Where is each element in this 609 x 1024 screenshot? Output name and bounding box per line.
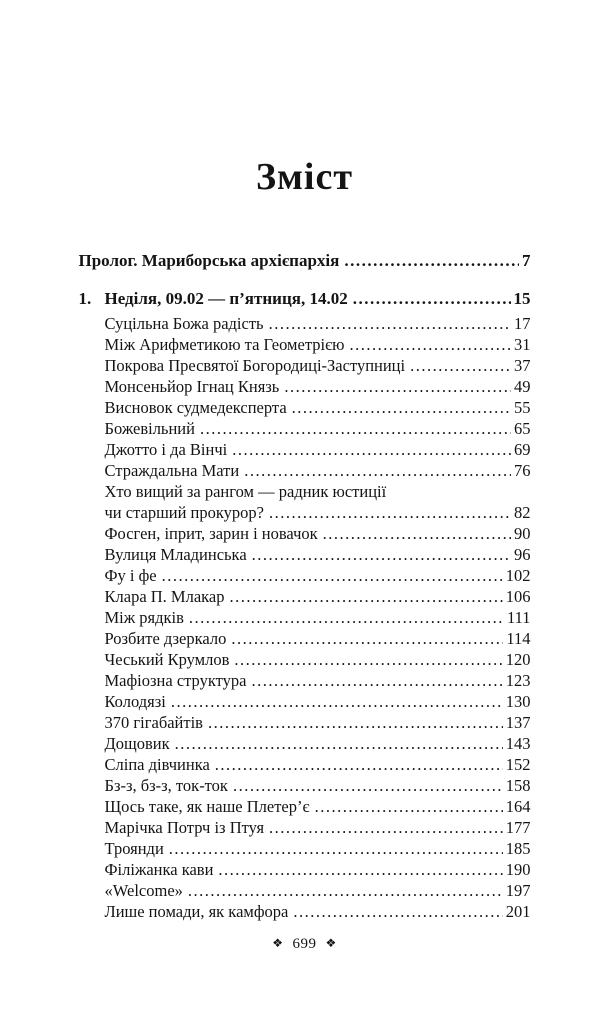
dot-leader bbox=[315, 796, 503, 817]
toc-entry-page: 120 bbox=[505, 649, 531, 669]
toc-entry-page: 185 bbox=[505, 838, 531, 858]
toc-entry bbox=[79, 397, 531, 418]
toc-chapter-number: 1. bbox=[78, 288, 92, 308]
footer-page-number: 699 bbox=[292, 936, 317, 952]
toc-entry-title: Джотто і да Вінчі bbox=[104, 439, 228, 459]
dot-leader bbox=[230, 586, 503, 607]
toc-entry-line bbox=[105, 691, 531, 712]
toc-entry bbox=[79, 838, 531, 859]
toc-entry-line bbox=[105, 502, 531, 523]
toc-entry-page: 106 bbox=[505, 586, 531, 606]
toc-entry bbox=[79, 754, 531, 775]
toc-entry-line bbox=[105, 796, 531, 817]
toc-entry-line bbox=[105, 712, 531, 733]
toc-entry-title: Неділя, 09.02 — п’ятниця, 14.02 bbox=[104, 288, 348, 308]
toc-entry-title: Мафіозна структура bbox=[104, 670, 247, 690]
toc-entry-line bbox=[105, 355, 531, 376]
toc-entry-line bbox=[105, 649, 531, 670]
toc-entry-line bbox=[105, 334, 531, 355]
toc-entry bbox=[79, 628, 531, 649]
toc-entry-title: Розбите дзеркало bbox=[104, 628, 227, 648]
toc-entry-title: Фу і фе bbox=[104, 565, 157, 585]
toc-entry-title: Чеський Крумлов bbox=[104, 649, 230, 669]
dot-leader bbox=[231, 628, 503, 649]
dot-leader bbox=[171, 691, 503, 712]
toc-entry-page: 82 bbox=[514, 502, 531, 522]
toc-entry-line bbox=[105, 859, 531, 880]
dot-leader bbox=[188, 880, 503, 901]
toc-entry-line bbox=[105, 670, 531, 691]
dot-leader bbox=[234, 649, 502, 670]
toc-entry bbox=[79, 901, 531, 922]
toc-entry bbox=[79, 607, 531, 628]
toc-entry-page: 55 bbox=[514, 397, 531, 417]
toc-entry-page: 17 bbox=[514, 313, 531, 333]
dot-leader bbox=[292, 397, 511, 418]
toc-entry-title: Філіжанка кави bbox=[104, 859, 214, 879]
toc-entry-page: 37 bbox=[514, 355, 531, 375]
toc-entry-page: 69 bbox=[514, 439, 531, 459]
toc-entry-line bbox=[105, 460, 531, 481]
toc-entry bbox=[79, 859, 531, 880]
dot-leader bbox=[269, 817, 503, 838]
toc-entry-line bbox=[105, 880, 531, 901]
toc-entry bbox=[79, 376, 531, 397]
toc-entry-page: 90 bbox=[514, 523, 531, 543]
footer-ornament-right-icon: ❖ bbox=[325, 936, 337, 950]
toc-entry-title: «Welcome» bbox=[104, 880, 183, 900]
toc-sections bbox=[79, 313, 531, 922]
toc-entry-title: Пролог. Мариборська архієпархія bbox=[78, 250, 340, 270]
toc-entry-line bbox=[105, 775, 531, 796]
toc-entry bbox=[79, 418, 531, 439]
toc-entry bbox=[79, 733, 531, 754]
dot-leader bbox=[410, 355, 511, 376]
toc-entry-title: Бз-з, бз-з, ток-ток bbox=[104, 775, 228, 795]
footer-ornament-left-icon: ❖ bbox=[272, 936, 284, 950]
toc-entry-title: Дощовик bbox=[104, 733, 170, 753]
toc-entry-title-line1: Хто вищий за рангом — радник юстиції bbox=[104, 481, 387, 501]
toc-entry-page: 76 bbox=[514, 460, 531, 480]
toc-entry-title: Суцільна Божа радість bbox=[104, 313, 264, 333]
toc-entry bbox=[79, 565, 531, 586]
toc-entry-title: 370 гігабайтів bbox=[104, 712, 203, 732]
dot-leader bbox=[323, 523, 511, 544]
toc-entry-page: 96 bbox=[514, 544, 531, 564]
dot-leader bbox=[269, 502, 511, 523]
toc-entry-line bbox=[105, 418, 531, 439]
toc-entry-title: Колодязі bbox=[104, 691, 166, 711]
toc-entry-page: 111 bbox=[506, 607, 531, 627]
dot-leader bbox=[189, 607, 504, 628]
toc-entry bbox=[79, 649, 531, 670]
toc-entry-page: 164 bbox=[505, 796, 531, 816]
toc-entry-line bbox=[105, 817, 531, 838]
toc-entry bbox=[79, 355, 531, 376]
toc-entry-title: Між Арифметикою та Геометрією bbox=[104, 334, 345, 354]
toc-entry-title: Покрова Пресвятої Богородиці-Заступниці bbox=[104, 355, 406, 375]
page-footer bbox=[0, 936, 609, 953]
dot-leader bbox=[349, 334, 511, 355]
dot-leader bbox=[284, 376, 511, 397]
toc-entry-page: 102 bbox=[505, 565, 531, 585]
toc-entry-title: Сліпа дівчинка bbox=[104, 754, 210, 774]
toc-entry-page: 130 bbox=[505, 691, 531, 711]
dot-leader bbox=[344, 250, 519, 271]
dot-leader bbox=[269, 313, 511, 334]
toc-entry bbox=[79, 712, 531, 733]
toc-entry-prologue bbox=[79, 250, 531, 271]
toc-entry-title: Марічка Потрч із Птуя bbox=[104, 817, 265, 837]
toc-entry bbox=[79, 817, 531, 838]
dot-leader bbox=[232, 439, 511, 460]
toc-entry-line bbox=[105, 313, 531, 334]
toc-entry bbox=[79, 586, 531, 607]
toc-entry-page: 158 bbox=[505, 775, 531, 795]
toc-entry-page: 31 bbox=[514, 334, 531, 354]
toc-entry bbox=[79, 544, 531, 565]
toc-entry-title: Лише помади, як камфора bbox=[104, 901, 289, 921]
toc-entry bbox=[79, 796, 531, 817]
toc-entry-page: 123 bbox=[505, 670, 531, 690]
toc-entry-title: чи старший прокурор? bbox=[104, 502, 264, 522]
toc-entry-title: Клара П. Млакар bbox=[104, 586, 225, 606]
toc-entry-line bbox=[105, 523, 531, 544]
toc-entry-page: 152 bbox=[505, 754, 531, 774]
toc-entry-chapter bbox=[79, 288, 531, 309]
toc-entry-title: Фосген, іприт, зарин і новачок bbox=[104, 523, 318, 543]
toc-entry bbox=[79, 670, 531, 691]
toc-entry-page: 190 bbox=[505, 859, 531, 879]
toc-entry-title: Монсеньйор Ігнац Князь bbox=[104, 376, 280, 396]
dot-leader bbox=[293, 901, 502, 922]
toc-entry-line bbox=[105, 607, 531, 628]
dot-leader bbox=[252, 544, 511, 565]
toc-entry bbox=[79, 439, 531, 460]
toc-entry bbox=[79, 523, 531, 544]
dot-leader bbox=[353, 288, 511, 309]
dot-leader bbox=[208, 712, 503, 733]
dot-leader bbox=[215, 754, 503, 775]
toc-entry-page: 49 bbox=[514, 376, 531, 396]
toc-entry-page: 65 bbox=[514, 418, 531, 438]
toc-entry-title: Щось таке, як наше Плетер’є bbox=[104, 796, 310, 816]
dot-leader bbox=[218, 859, 502, 880]
toc-entry-title: Страждальна Мати bbox=[104, 460, 240, 480]
toc-entry-line bbox=[105, 628, 531, 649]
toc-entry-page: 197 bbox=[505, 880, 531, 900]
dot-leader bbox=[169, 838, 503, 859]
dot-leader bbox=[251, 670, 502, 691]
toc-entry-line bbox=[105, 838, 531, 859]
dot-leader bbox=[175, 733, 503, 754]
toc-entry-page: 143 bbox=[505, 733, 531, 753]
toc-entry-page: 114 bbox=[506, 628, 531, 648]
toc-entry-line bbox=[105, 754, 531, 775]
toc-entry bbox=[79, 691, 531, 712]
toc-entry-title: Вулиця Младинська bbox=[104, 544, 247, 564]
toc-entry-line bbox=[105, 376, 531, 397]
toc-entry-title: Божевільний bbox=[104, 418, 195, 438]
toc-entry-title: Висновок судмедексперта bbox=[104, 397, 287, 417]
toc-entry-page: 7 bbox=[522, 250, 531, 270]
dot-leader bbox=[233, 775, 503, 796]
toc-entry-title: Троянди bbox=[104, 838, 164, 858]
toc-entry-line bbox=[105, 586, 531, 607]
toc-entry-page: 137 bbox=[505, 712, 531, 732]
toc-entry-line bbox=[105, 901, 531, 922]
toc-entry-title: Між рядків bbox=[104, 607, 184, 627]
toc-entry-line bbox=[105, 439, 531, 460]
toc-entry-line bbox=[105, 733, 531, 754]
toc-entry bbox=[79, 481, 531, 523]
toc-entry bbox=[79, 460, 531, 481]
toc-entry-page: 15 bbox=[513, 288, 531, 308]
toc-entry bbox=[79, 313, 531, 334]
toc-entry-line bbox=[105, 565, 531, 586]
toc-entry-line bbox=[105, 544, 531, 565]
dot-leader bbox=[162, 565, 503, 586]
page-title: Зміст bbox=[255, 156, 354, 198]
toc-entry bbox=[79, 775, 531, 796]
dot-leader bbox=[200, 418, 511, 439]
table-of-contents bbox=[79, 250, 531, 922]
toc-entry-page: 201 bbox=[505, 901, 531, 921]
toc-entry bbox=[79, 880, 531, 901]
dot-leader bbox=[244, 460, 511, 481]
toc-entry-line bbox=[105, 397, 531, 418]
toc-entry-page: 177 bbox=[505, 817, 531, 837]
toc-entry bbox=[79, 334, 531, 355]
